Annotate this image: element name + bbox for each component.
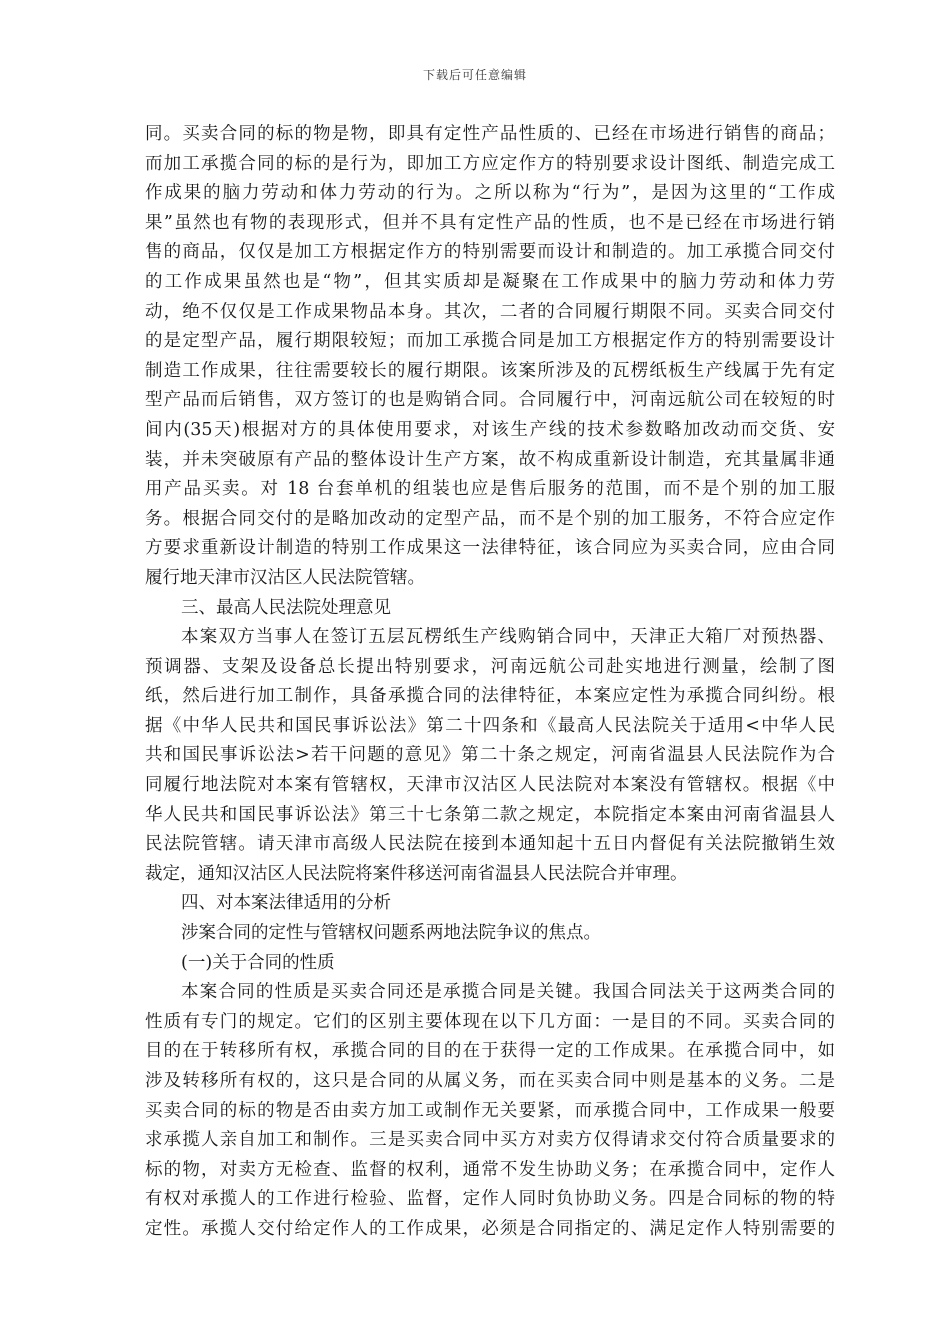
- paragraph: [145, 594, 835, 624]
- text-line: 型产品而后销售，双方签订的也是购销合同。合同履行中，河南远航公司在较短的时: [145, 390, 835, 411]
- text-line: 的工作成果虽然也是“物”，但其实质却是凝聚在工作成果中的脑力劳动和体力劳: [145, 271, 835, 292]
- text-line: 而加工承揽合同的标的是行为，即加工方应定作方的特别要求设计图纸、制造完成工: [145, 153, 835, 174]
- paragraph: [145, 120, 835, 594]
- text-line: 动，绝不仅仅是工作成果物品本身。其次，二者的合同履行期限不同。买卖合同交付: [145, 301, 835, 322]
- document-body: [145, 120, 835, 1245]
- text-line: 同履行地法院对本案有管辖权，天津市汉沽区人民法院对本案没有管辖权。根据《中: [145, 775, 835, 796]
- text-line: 目的在于转移所有权，承揽合同的目的在于获得一定的工作成果。在承揽合同中，如: [145, 1041, 835, 1062]
- text-line: 同。买卖合同的标的物是物，即具有定性产品性质的、已经在市场进行销售的商品；: [145, 124, 835, 144]
- text-line: 的是定型产品，履行期限较短；而加工承揽合同是加工方根据定作方的特别需要设计: [145, 331, 835, 352]
- text-line: 定性。承揽人交付给定作人的工作成果，必须是合同指定的、满足定作人特别需要的: [145, 1218, 835, 1239]
- text-line: 方要求重新设计制造的特别工作成果这一法律特征，该合同应为买卖合同，应由合同: [145, 538, 835, 559]
- text-line: 制造工作成果，往往需要较长的履行期限。该案所涉及的瓦楞纸板生产线属于先有定: [145, 360, 835, 381]
- text-line: 涉案合同的定性与管辖权问题系两地法院争议的焦点。: [181, 923, 601, 944]
- text-line: 本案双方当事人在签订五层瓦楞纸生产线购销合同中，天津正大箱厂对预热器、: [181, 627, 835, 648]
- text-line: 本案合同的性质是买卖合同还是承揽合同是关键。我国合同法关于这两类合同的: [181, 982, 835, 1003]
- text-line: 共和国民事诉讼法>若干问题的意见》第二十条之规定，河南省温县人民法院作为合: [145, 745, 835, 766]
- text-line: 售的商品，仅仅是加工方根据定作方的特别需要而设计和制造的。加工承揽合同交付: [145, 242, 835, 263]
- text-line: (一)关于合同的性质: [181, 952, 335, 973]
- text-line: 四、对本案法律适用的分析: [181, 893, 391, 914]
- text-line: 求承揽人亲自加工和制作。三是买卖合同中买方对卖方仅得请求交付符合质量要求的: [145, 1130, 835, 1151]
- paragraph: [145, 623, 835, 889]
- paragraph: [145, 949, 835, 979]
- text-line: 裁定，通知汉沽区人民法院将案件移送河南省温县人民法院合并审理。: [145, 863, 688, 884]
- paragraph: [145, 978, 835, 1244]
- paragraph: [145, 889, 835, 919]
- text-line: 买卖合同的标的物是否由卖方加工或制作无关要紧，而承揽合同中，工作成果一般要: [145, 1100, 835, 1121]
- text-line: 履行地天津市汉沽区人民法院管辖。: [145, 567, 425, 588]
- text-line: 务。根据合同交付的是略加改动的定型产品，而不是个别的加工服务，不符合应定作: [145, 508, 835, 529]
- text-line: 果”虽然也有物的表现形式，但并不具有定性产品的性质，也不是已经在市场进行销: [145, 212, 835, 233]
- text-line: 纸，然后进行加工制作，具备承揽合同的法律特征，本案应定性为承揽合同纠纷。根: [145, 686, 835, 707]
- text-line: 间内(35天)根据对方的具体使用要求，对该生产线的技术参数略加改动而交货、安: [145, 419, 835, 440]
- text-line: 作成果的脑力劳动和体力劳动的行为。之所以称为“行为”，是因为这里的“工作成: [145, 183, 835, 204]
- text-line: 华人民共和国民事诉讼法》第三十七条第二款之规定，本院指定本案由河南省温县人: [145, 804, 835, 825]
- text-line: 据《中华人民共和国民事诉讼法》第二十四条和《最高人民法院关于适用<中华人民: [145, 715, 835, 736]
- text-line: 性质有专门的规定。它们的区别主要体现在以下几方面：一是目的不同。买卖合同的: [145, 1011, 835, 1032]
- text-line: 有权对承揽人的工作进行检验、监督，定作人同时负协助义务。四是合同标的物的特: [145, 1189, 835, 1210]
- text-line: 预调器、支架及设备总长提出特别要求，河南远航公司赴实地进行测量，绘制了图: [145, 656, 835, 677]
- text-line: 涉及转移所有权的，这只是合同的从属义务，而在买卖合同中则是基本的义务。二是: [145, 1071, 835, 1091]
- paragraph: [145, 919, 835, 949]
- text-line: 用产品买卖。对 18 台套单机的组装也应是售后服务的范围，而不是个别的加工服: [145, 479, 835, 500]
- text-line: 标的物，对卖方无检查、监督的权利，通常不发生协助义务；在承揽合同中，定作人: [145, 1159, 835, 1180]
- page-header: 下载后可任意编辑: [422, 68, 527, 82]
- text-line: 三、最高人民法院处理意见: [181, 597, 391, 618]
- text-line: 装，并未突破原有产品的整体设计生产方案，故不构成重新设计制造，充其量属非通: [145, 449, 835, 470]
- text-line: 民法院管辖。请天津市高级人民法院在接到本通知起十五日内督促有关法院撤销生效: [145, 834, 835, 855]
